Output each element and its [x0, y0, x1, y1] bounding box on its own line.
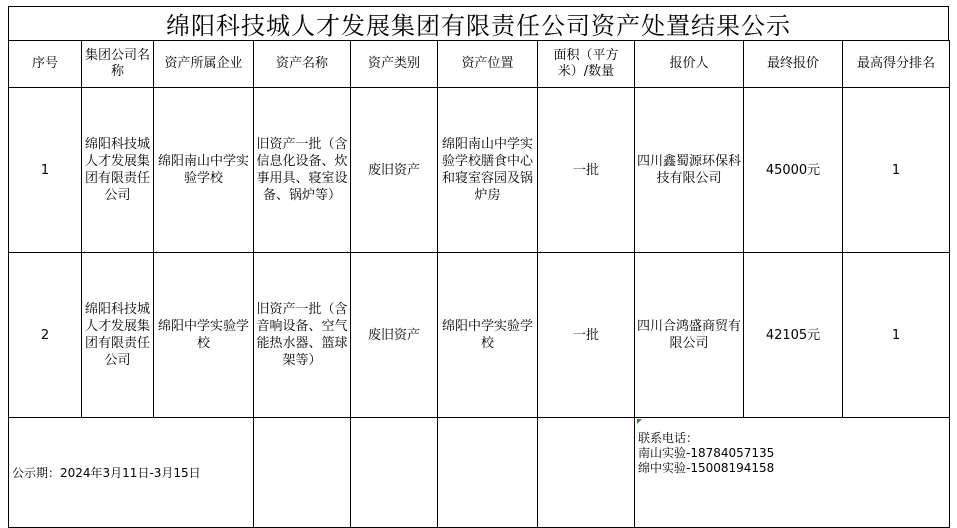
header-group[interactable]: 集团公司名称 [82, 41, 154, 88]
cell-bidder[interactable]: 四川合鸿盛商贸有限公司 [635, 253, 744, 418]
contact-nanshan: 南山实验-18784057135 [638, 446, 775, 460]
header-asset-type[interactable]: 资产类别 [351, 41, 438, 88]
empty-cell[interactable] [438, 418, 538, 528]
cell-company[interactable]: 绵阳中学实验学校 [154, 253, 254, 418]
header-area[interactable]: 面积（平方米）/数量 [538, 41, 635, 88]
cell-location[interactable]: 绵阳中学实验学校 [438, 253, 538, 418]
cell-asset-type[interactable]: 废旧资产 [351, 88, 438, 253]
cell-rank[interactable]: 1 [843, 88, 950, 253]
empty-cell[interactable] [538, 418, 635, 528]
contact-label: 联系电话： [638, 431, 699, 445]
header-company[interactable]: 资产所属企业 [154, 41, 254, 88]
empty-cell[interactable] [254, 418, 351, 528]
cell-group[interactable]: 绵阳科技城人才发展集团有限责任公司 [82, 253, 154, 418]
cell-asset-name[interactable]: 旧资产一批（含音响设备、空气能热水器、篮球架等） [254, 253, 351, 418]
cell-bidder[interactable]: 四川鑫蜀源环保科技有限公司 [635, 88, 744, 253]
header-location[interactable]: 资产位置 [438, 41, 538, 88]
cell-asset-type[interactable]: 废旧资产 [351, 253, 438, 418]
cell-company[interactable]: 绵阳南山中学实验学校 [154, 88, 254, 253]
table-row [9, 253, 950, 418]
cell-asset-name[interactable]: 旧资产一批（含信息化设备、炊事用具、寝室设备、锅炉等） [254, 88, 351, 253]
header-final-price[interactable]: 最终报价 [744, 41, 843, 88]
publicity-period[interactable]: 公示期：2024年3月11日-3月15日 [9, 418, 254, 528]
cell-rank[interactable]: 1 [843, 253, 950, 418]
cell-group[interactable]: 绵阳科技城人才发展集团有限责任公司 [82, 88, 154, 253]
table-row [9, 88, 950, 253]
header-bidder[interactable]: 报价人 [635, 41, 744, 88]
contact-info[interactable] [635, 418, 950, 528]
asset-disposal-table [8, 40, 950, 528]
header-asset-name[interactable]: 资产名称 [254, 41, 351, 88]
footer-row [9, 418, 950, 528]
header-rank[interactable]: 最高得分排名 [843, 41, 950, 88]
cell-seq[interactable]: 1 [9, 88, 82, 253]
cell-seq[interactable]: 2 [9, 253, 82, 418]
cell-final-price[interactable]: 45000元 [744, 88, 843, 253]
cell-area[interactable]: 一批 [538, 88, 635, 253]
contact-mianzhong: 绵中实验-15008194158 [638, 461, 775, 475]
cell-final-price[interactable]: 42105元 [744, 253, 843, 418]
header-row [9, 41, 950, 88]
empty-cell[interactable] [351, 418, 438, 528]
cell-location[interactable]: 绵阳南山中学实验学校膳食中心和寝室容园及锅炉房 [438, 88, 538, 253]
cell-comment-marker-icon [637, 419, 642, 424]
page-title: 绵阳科技城人才发展集团有限责任公司资产处置结果公示 [8, 6, 949, 40]
cell-area[interactable]: 一批 [538, 253, 635, 418]
header-seq[interactable]: 序号 [9, 41, 82, 88]
